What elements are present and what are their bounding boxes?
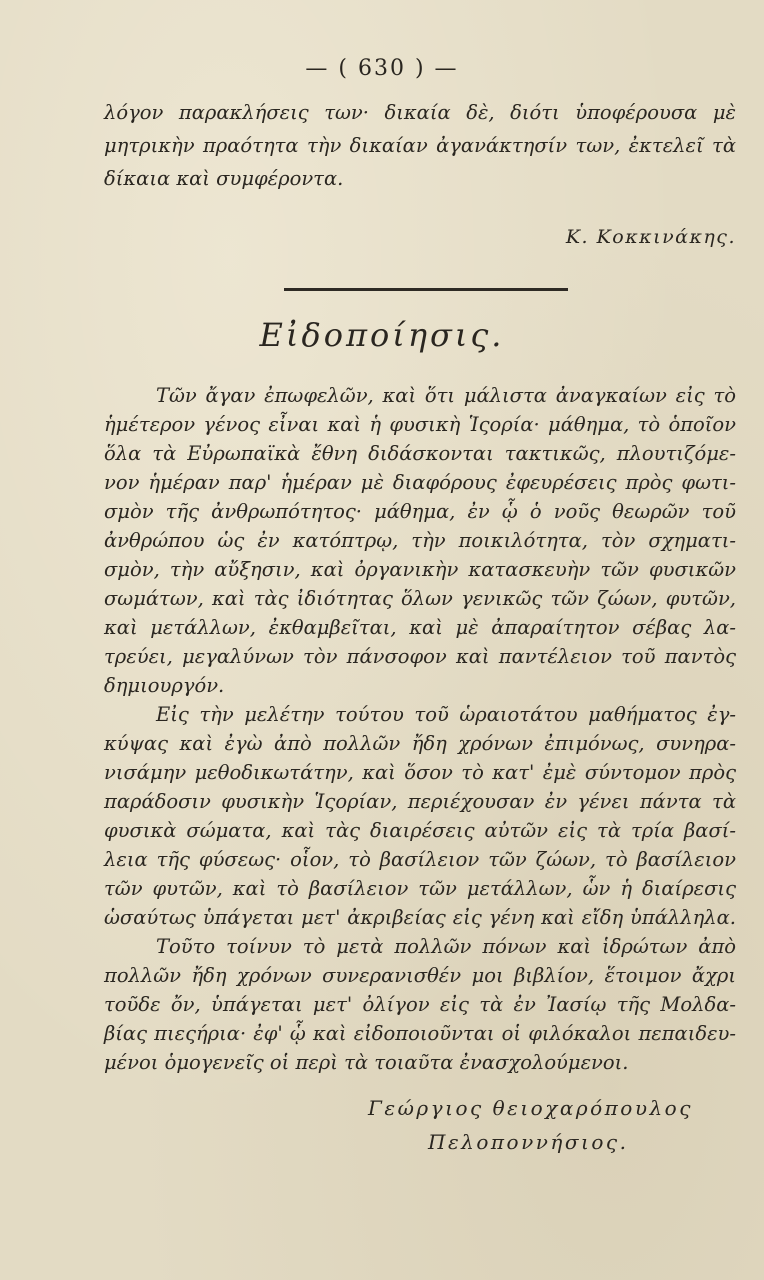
intro-line: δίκαια καὶ συμφέροντα. — [104, 167, 344, 190]
signature-name: Γεώργιος θειοχαρόπουλος — [368, 1096, 693, 1120]
paragraph-2-line: νισάμην μεθοδικωτάτην, καὶ ὅσον τὸ κατ' ἐμὲ σύντομον πρὸς — [104, 761, 736, 784]
paragraph-1-line: νον ἡμέραν παρ' ἡμέραν μὲ διαφόρους ἐφευρέσεις πρὸς φωτι- — [104, 471, 736, 494]
section-heading: Εἰδοποίησις. — [259, 316, 505, 354]
paragraph-1-line: σμὸν, τὴν αὔξησιν, καὶ ὀργανικὴν κατασκευὴν τῶν φυσικῶν — [104, 558, 736, 581]
paragraph-3-line: Τοῦτο τοίνυν τὸ μετὰ πολλῶν πόνων καὶ ἱδρώτων ἀπὸ — [156, 935, 736, 958]
paragraph-1-line: σωμάτων, καὶ τὰς ἰδιότητας ὅλων γενικῶς τῶν ζώων, φυτῶν, — [104, 587, 736, 610]
paragraph-1-line: ὅλα τὰ Εὐρωπαϊκὰ ἔθνη διδάσκονται τακτικῶς, πλουτιζόμε- — [104, 442, 736, 465]
paragraph-3-line: μένοι ὁμογενεῖς οἱ περὶ τὰ τοιαῦτα ἐνασχολούμενοι. — [104, 1051, 629, 1074]
paragraph-1-line: δημιουργόν. — [104, 674, 225, 697]
paragraph-1-line: Τῶν ἄγαν ἐπωφελῶν, καὶ ὅτι μάλιστα ἀναγκαίων εἰς τὸ — [156, 384, 736, 407]
page-number: — ( 630 ) — — [305, 56, 459, 81]
intro-line: μητρικὴν πραότητα τὴν δικαίαν ἀγανάκτησίν των, ἐκτελεῖ τὰ — [104, 134, 736, 157]
paragraph-2-line: λεια τῆς φύσεως· οἷον, τὸ βασίλειον τῶν ζώων, τὸ βασίλειον — [104, 848, 736, 871]
paragraph-1-line: ἀνθρώπου ὡς ἐν κατόπτρῳ, τὴν ποικιλότητα, τὸν σχηματι- — [104, 529, 736, 552]
paragraph-2-line: κύψας καὶ ἐγὼ ἀπὸ πολλῶν ἤδη χρόνων ἐπιμόνως, συνηρα- — [104, 732, 736, 755]
paragraph-1-line: ἡμέτερον γένος εἶναι καὶ ἡ φυσικὴ Ἱςορία· μάθημα, τὸ ὁποῖον — [104, 413, 736, 436]
paragraph-1-line: σμὸν τῆς ἀνθρωπότητος· μάθημα, ἐν ᾧ ὁ νοῦς θεωρῶν τοῦ — [104, 500, 736, 523]
paragraph-1-line: τρεύει, μεγαλύνων τὸν πάνσοφον καὶ παντέλειον τοῦ παντὸς — [104, 645, 736, 668]
signature-kokkinakis: Κ. Κοκκινάκης. — [565, 226, 736, 248]
intro-line: λόγον παρακλήσεις των· δικαία δὲ, διότι ὑποφέρουσα μὲ — [104, 101, 736, 124]
paragraph-3-line: τοῦδε ὄν, ὑπάγεται μετ' ὀλίγον εἰς τὰ ἐν Ἰασίῳ τῆς Μολδα- — [104, 993, 736, 1016]
paragraph-2-line: παράδοσιν φυσικὴν Ἱςορίαν, περιέχουσαν ἐν γένει πάντα τὰ — [104, 790, 736, 813]
paragraph-1-line: καὶ μετάλλων, ἐκθαμβεῖται, καὶ μὲ ἀπαραίτητον σέβας λα- — [104, 616, 736, 639]
section-divider — [284, 288, 568, 291]
paragraph-2-line: τῶν φυτῶν, καὶ τὸ βασίλειον τῶν μετάλλων, ὧν ἡ διαίρεσις — [104, 877, 736, 900]
paragraph-2-line: φυσικὰ σώματα, καὶ τὰς διαιρέσεις αὐτῶν εἰς τὰ τρία βασί- — [104, 819, 736, 842]
paragraph-2-line: Εἰς τὴν μελέτην τούτου τοῦ ὡραιοτάτου μαθήματος ἐγ- — [156, 703, 736, 726]
signature-origin: Πελοποννήσιος. — [428, 1130, 629, 1154]
paragraph-2-line: ὡσαύτως ὑπάγεται μετ' ἀκριβείας εἰς γένη καὶ εἴδη ὑπάλληλα. — [104, 906, 736, 929]
paragraph-3-line: πολλῶν ἤδη χρόνων συνερανισθέν μοι βιβλίον, ἕτοιμον ἄχρι — [104, 964, 736, 987]
paragraph-3-line: βίας πιεςήρια· ἐφ' ᾧ καὶ εἰδοποιοῦνται οἱ φιλόκαλοι πεπαιδευ- — [104, 1022, 736, 1045]
